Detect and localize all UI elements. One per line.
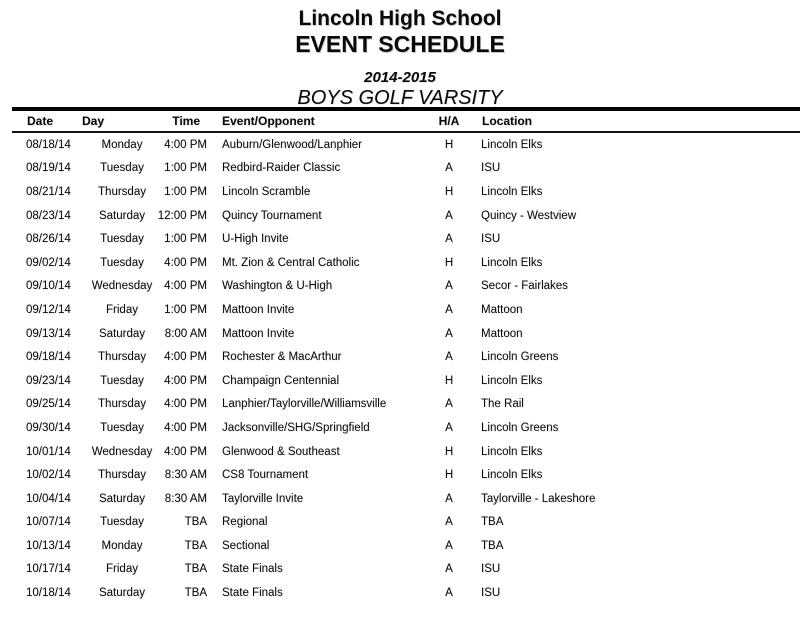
cell-location: Mattoon <box>481 327 523 340</box>
cell-location: Lincoln Greens <box>481 421 559 434</box>
column-header-location: Location <box>482 114 532 128</box>
cell-location: Lincoln Elks <box>481 256 543 269</box>
school-name: Lincoln High School <box>298 7 502 30</box>
cell-location: ISU <box>481 587 501 600</box>
cell-time: 4:00 PM <box>164 374 207 387</box>
cell-location: ISU <box>481 233 501 246</box>
cell-home-away: H <box>444 138 454 151</box>
cell-date: 09/25/14 <box>26 398 71 411</box>
column-header-event: Event/Opponent <box>222 114 315 128</box>
cell-date: 10/17/14 <box>26 563 71 576</box>
cell-location: TBA <box>481 516 504 529</box>
cell-location: Lincoln Elks <box>481 445 543 458</box>
cell-date: 10/13/14 <box>26 539 71 552</box>
cell-time: TBA <box>184 563 207 576</box>
cell-date: 10/01/14 <box>26 445 71 458</box>
cell-day: Friday <box>106 303 138 316</box>
cell-day: Friday <box>106 563 138 576</box>
table-row <box>12 393 800 417</box>
cell-time: 8:00 AM <box>164 327 207 340</box>
cell-time: 4:00 PM <box>164 351 207 364</box>
cell-date: 10/02/14 <box>26 469 71 482</box>
cell-event: Lincoln Scramble <box>222 185 311 198</box>
cell-date: 09/10/14 <box>26 280 71 293</box>
cell-day: Tuesday <box>100 374 144 387</box>
cell-day: Saturday <box>98 327 146 340</box>
cell-location: Lincoln Elks <box>481 469 543 482</box>
cell-home-away: A <box>445 303 453 316</box>
cell-location: Quincy - Westview <box>481 209 577 222</box>
cell-event: Washington & U-High <box>222 280 333 293</box>
cell-home-away: A <box>445 539 453 552</box>
cell-event: Auburn/Glenwood/Lanphier <box>222 138 363 151</box>
cell-event: Champaign Centennial <box>222 374 339 387</box>
cell-day: Tuesday <box>100 233 144 246</box>
cell-event: State Finals <box>222 563 283 576</box>
cell-date: 10/04/14 <box>26 492 71 505</box>
cell-date: 08/26/14 <box>26 233 71 246</box>
cell-location: Secor - Fairlakes <box>481 280 568 293</box>
cell-event: Redbird-Raider Classic <box>222 162 341 175</box>
cell-home-away: A <box>445 398 453 411</box>
cell-home-away: A <box>445 587 453 600</box>
cell-location: Lincoln Elks <box>481 374 543 387</box>
cell-date: 09/30/14 <box>26 421 71 434</box>
cell-time: TBA <box>184 587 207 600</box>
table-row <box>12 133 800 157</box>
cell-event: Regional <box>222 516 268 529</box>
cell-day: Thursday <box>98 185 146 198</box>
table-row <box>12 416 800 440</box>
cell-time: 4:00 PM <box>164 280 207 293</box>
cell-day: Monday <box>101 138 143 151</box>
table-row <box>12 251 800 275</box>
cell-day: Thursday <box>98 398 146 411</box>
document-title: EVENT SCHEDULE <box>295 31 505 57</box>
cell-home-away: H <box>444 445 454 458</box>
cell-event: Quincy Tournament <box>222 209 322 222</box>
cell-time: 1:00 PM <box>164 162 207 175</box>
cell-day: Thursday <box>98 469 146 482</box>
table-row <box>12 227 800 251</box>
cell-date: 10/18/14 <box>26 587 71 600</box>
cell-home-away: H <box>444 185 454 198</box>
cell-time: 4:00 PM <box>164 421 207 434</box>
cell-home-away: A <box>445 351 453 364</box>
table-row <box>12 157 800 181</box>
cell-day: Saturday <box>98 209 146 222</box>
cell-day: Saturday <box>98 587 146 600</box>
cell-event: Jacksonville/SHG/Springfield <box>222 421 370 434</box>
cell-time: 4:00 PM <box>164 398 207 411</box>
cell-event: Mt. Zion & Central Catholic <box>222 256 360 269</box>
column-header-date: Date <box>27 114 54 128</box>
cell-event: Mattoon Invite <box>222 303 295 316</box>
table-header-row <box>12 111 800 131</box>
table-row <box>12 534 800 558</box>
cell-time: TBA <box>184 539 207 552</box>
table-row <box>12 511 800 535</box>
cell-home-away: H <box>444 256 454 269</box>
cell-time: 1:00 PM <box>164 303 207 316</box>
cell-time: 12:00 PM <box>157 209 207 222</box>
cell-date: 08/19/14 <box>26 162 71 175</box>
cell-location: Taylorville - Lakeshore <box>481 492 596 505</box>
table-row <box>12 275 800 299</box>
cell-event: U-High Invite <box>222 233 289 246</box>
cell-event: Taylorville Invite <box>222 492 304 505</box>
cell-date: 10/07/14 <box>26 516 71 529</box>
cell-day: Tuesday <box>100 516 144 529</box>
cell-location: TBA <box>481 539 504 552</box>
cell-event: State Finals <box>222 587 283 600</box>
team-name: BOYS GOLF VARSITY <box>297 87 503 109</box>
schedule-rows <box>0 133 800 605</box>
cell-home-away: A <box>445 492 453 505</box>
cell-home-away: A <box>445 209 453 222</box>
cell-day: Tuesday <box>100 256 144 269</box>
cell-time: 4:00 PM <box>164 256 207 269</box>
table-row <box>12 581 800 605</box>
cell-date: 09/13/14 <box>26 327 71 340</box>
cell-date: 09/02/14 <box>26 256 71 269</box>
cell-location: Lincoln Elks <box>481 185 543 198</box>
cell-time: 1:00 PM <box>164 185 207 198</box>
title-block <box>0 0 800 107</box>
cell-time: 1:00 PM <box>164 233 207 246</box>
season-years: 2014-2015 <box>364 69 436 86</box>
cell-home-away: A <box>445 233 453 246</box>
cell-location: The Rail <box>481 398 524 411</box>
table-row <box>12 487 800 511</box>
cell-time: 8:30 AM <box>164 492 207 505</box>
table-row <box>12 180 800 204</box>
cell-location: Lincoln Greens <box>481 351 559 364</box>
cell-home-away: H <box>444 374 454 387</box>
table-row <box>12 369 800 393</box>
cell-event: Mattoon Invite <box>222 327 295 340</box>
cell-event: Rochester & MacArthur <box>222 351 342 364</box>
table-row <box>12 322 800 346</box>
cell-time: 8:30 AM <box>164 469 207 482</box>
table-row <box>12 440 800 464</box>
cell-date: 09/12/14 <box>26 303 71 316</box>
cell-location: Lincoln Elks <box>481 138 543 151</box>
cell-event: CS8 Tournament <box>222 469 309 482</box>
column-header-time: Time <box>172 114 200 128</box>
cell-date: 08/18/14 <box>26 138 71 151</box>
column-header-day: Day <box>82 114 105 128</box>
cell-time: 4:00 PM <box>164 138 207 151</box>
cell-event: Glenwood & Southeast <box>222 445 340 458</box>
cell-home-away: H <box>444 469 454 482</box>
table-row <box>12 204 800 228</box>
cell-day: Wednesday <box>91 280 153 293</box>
cell-date: 08/21/14 <box>26 185 71 198</box>
cell-home-away: A <box>445 327 453 340</box>
cell-date: 09/18/14 <box>26 351 71 364</box>
table-row <box>12 558 800 582</box>
cell-day: Tuesday <box>100 421 144 434</box>
cell-home-away: A <box>445 421 453 434</box>
table-row <box>12 298 800 322</box>
column-header-ha: H/A <box>438 114 460 128</box>
cell-day: Thursday <box>98 351 146 364</box>
cell-home-away: A <box>445 162 453 175</box>
table-row <box>12 345 800 369</box>
cell-time: 4:00 PM <box>164 445 207 458</box>
cell-day: Tuesday <box>100 162 144 175</box>
cell-time: TBA <box>184 516 207 529</box>
cell-date: 09/23/14 <box>26 374 71 387</box>
cell-day: Wednesday <box>91 445 153 458</box>
table-row <box>12 463 800 487</box>
cell-location: ISU <box>481 563 501 576</box>
cell-location: ISU <box>481 162 501 175</box>
cell-date: 08/23/14 <box>26 209 71 222</box>
cell-day: Saturday <box>98 492 146 505</box>
cell-home-away: A <box>445 563 453 576</box>
cell-event: Sectional <box>222 539 270 552</box>
cell-day: Monday <box>101 539 143 552</box>
cell-home-away: A <box>445 280 453 293</box>
cell-event: Lanphier/Taylorville/Williamsville <box>222 398 387 411</box>
cell-home-away: A <box>445 516 453 529</box>
cell-location: Mattoon <box>481 303 523 316</box>
